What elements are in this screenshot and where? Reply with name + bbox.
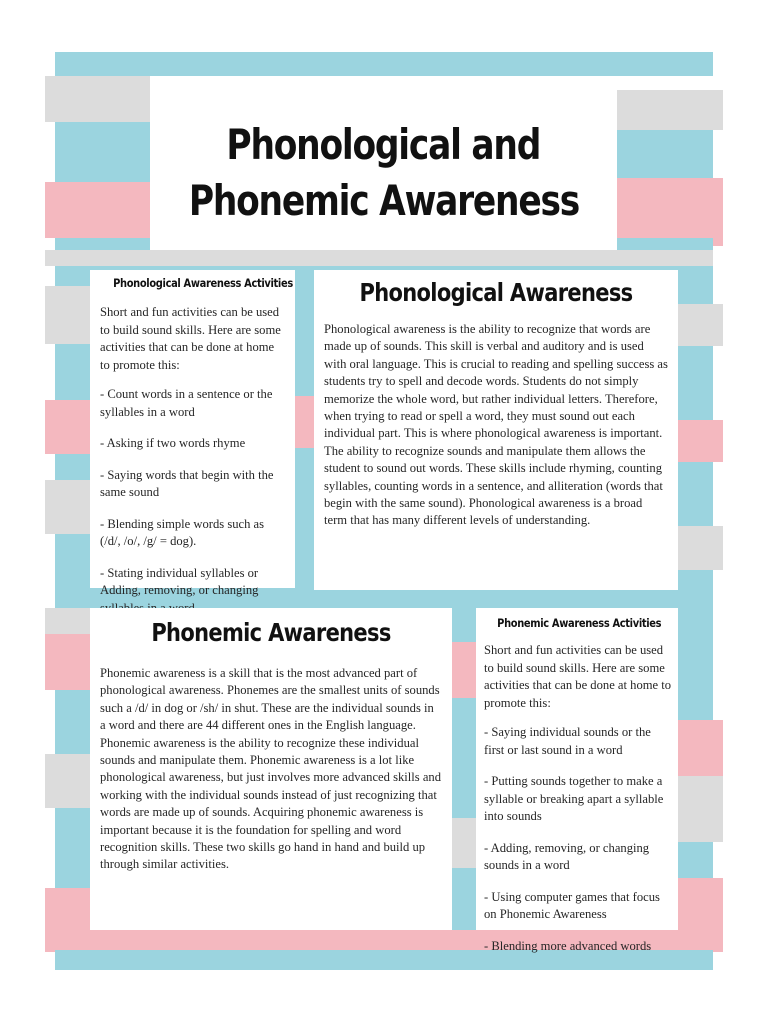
stripe <box>45 480 90 534</box>
stripe <box>678 776 723 842</box>
phonemic-activities-intro: Short and fun activities can be used to build sound skills. Here are some activities that can be done at home to promote this: <box>484 643 672 710</box>
stripe <box>45 754 90 808</box>
stripe <box>678 462 713 526</box>
phonemic-awareness-card <box>90 608 452 930</box>
list-item: - Saying individual sounds or the first or last sound in a word <box>484 725 651 757</box>
stripe <box>452 868 476 930</box>
stripe <box>678 526 723 570</box>
stripe <box>55 266 90 286</box>
stripe <box>45 608 90 634</box>
stripe <box>295 396 314 448</box>
stripe <box>678 346 713 420</box>
list-item: - Using computer games that focus on Phonemic Awareness <box>484 889 660 921</box>
phonological-activities-text <box>100 304 287 617</box>
stripe <box>678 720 723 776</box>
stripe <box>45 888 90 932</box>
stripe <box>55 534 90 590</box>
list-item: - Blending more advanced words <box>484 938 652 953</box>
stripe <box>45 400 90 454</box>
phonological-awareness-body: Phonological awareness is the ability to recognize that words are made up of sounds. This skill is verbal and auditory and is used with oral language. This is crucial to reading and spelling success as students try to spell and decode words. Students do not simply memorize the whole word, but rather individual letters. Therefore, when trying to read or spell a word, they must sound out each individual part. This is where phonological awareness is important. The ability to recognize sounds and manipulate them allows the student to sound out words. These skills include rhyming, counting syllables, counting words in a sentence, and alliteration (words that begin with the same sound). Phonological awareness is a broad term that has many different levels of understanding. <box>324 322 668 528</box>
phonological-awareness-heading: Phonological Awareness <box>359 278 633 307</box>
stripe <box>55 344 90 400</box>
stripe <box>678 420 723 462</box>
stripe <box>617 130 713 178</box>
phonemic-activities-heading: Phonemic Awareness Activities <box>497 616 662 630</box>
list-item: - Stating individual syllables or Adding, removing, or changing <box>100 565 259 597</box>
stripe <box>45 182 150 238</box>
stripe <box>295 448 314 590</box>
list-item: - Adding, removing, or changing sounds in a word <box>484 840 650 872</box>
stripe <box>678 304 723 346</box>
stripe <box>55 122 150 182</box>
phonemic-activities-card <box>476 608 678 953</box>
stripe <box>55 690 90 754</box>
stripe <box>45 286 90 344</box>
stripe <box>452 642 476 698</box>
phonemic-awareness-body: Phonemic awareness is a skill that is the most advanced part of phonological awareness. Phonemes are the smallest units of sounds such a /d/ in dog or /sh/ in shut. These are the individual sounds in a word and there are 44 different ones in the English language. Phonemic awareness is the ability to recognize these individual sounds and manipulate them. Phonemic awareness is a lot like phonological awareness, but just involves more advanced skills and working with the individual sounds instead of just recognizing that words are made up of sounds. Acquiring phonemic awareness is important because it is the foundation for spelling and word recognition skills. These two skills go hand in hand and build up through similar activities. <box>100 666 442 872</box>
stripe <box>678 878 723 932</box>
list-item: - Count words in a sentence or the syllables in a word <box>100 387 273 419</box>
stripe <box>678 610 713 720</box>
stripe <box>295 266 314 396</box>
list-item: - Blending simple words such as (/d/, /o/, /g/ = dog). <box>100 516 265 548</box>
phonological-activities-card <box>90 270 295 597</box>
stripe <box>678 842 713 878</box>
stripe <box>55 808 90 888</box>
phonological-activities-heading: Phonological Awareness Activities <box>113 276 293 290</box>
phonological-awareness-card <box>314 270 678 590</box>
list-item: - Asking if two words rhyme <box>100 436 246 450</box>
stripe <box>45 76 150 122</box>
phonemic-activities-text <box>484 642 672 955</box>
phonological-activities-intro: Short and fun activities can be used to build sound skills. Here are some activities that can be done at home to promote this: <box>100 305 281 372</box>
stripe <box>617 90 723 130</box>
phonemic-awareness-heading: Phonemic Awareness <box>151 618 391 647</box>
stripe <box>55 52 713 76</box>
stripe <box>45 250 713 266</box>
page-title-line-1: Phonological and <box>226 119 541 169</box>
stripe <box>678 266 713 304</box>
stripe <box>617 178 723 246</box>
stripe <box>452 698 476 818</box>
stripe <box>452 818 476 868</box>
list-item: - Putting sounds together to make a syllable or breaking apart a syllable into sounds <box>484 774 664 823</box>
stripe <box>55 454 90 480</box>
title-card <box>150 95 617 250</box>
list-item: - Saying words that begin with the same sound <box>100 467 274 499</box>
stripe <box>45 634 90 690</box>
stripe <box>452 608 476 642</box>
page-title-line-2: Phonemic Awareness <box>188 175 579 225</box>
